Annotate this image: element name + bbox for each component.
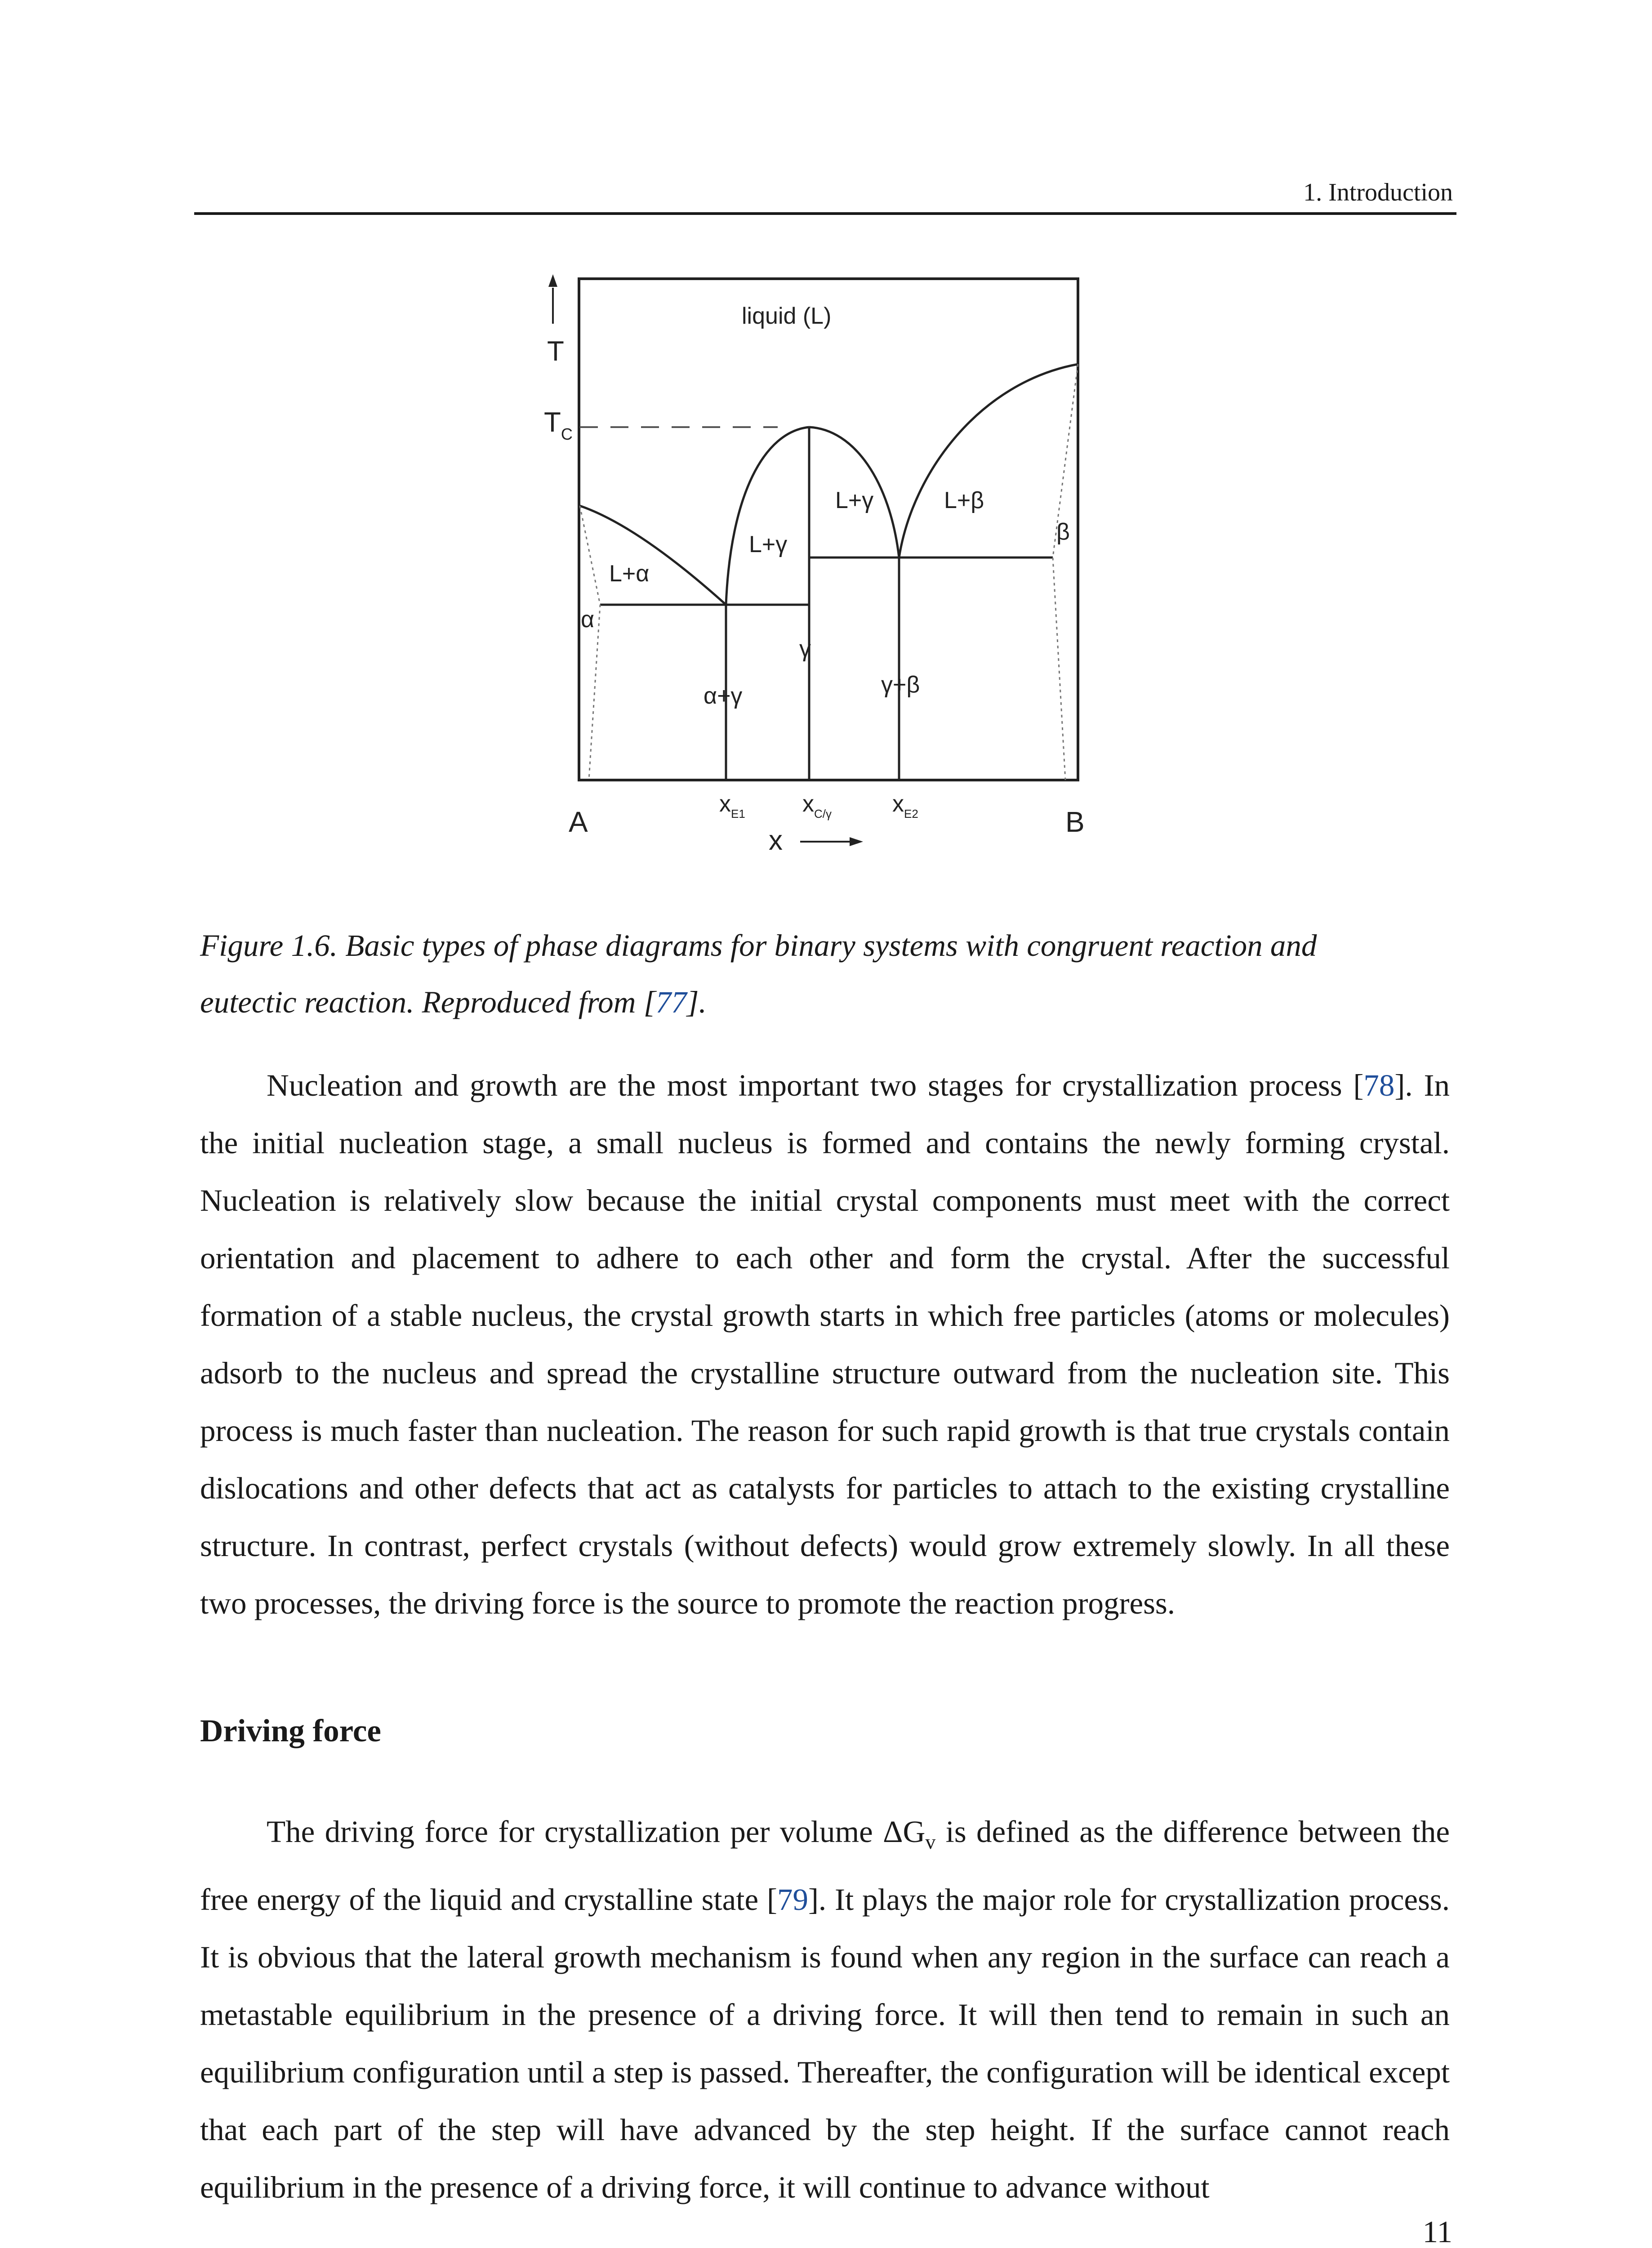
paragraph-1-text-b: ]. In the initial nucleation stage, a small nucleus is formed and contains the newly forming crystal. Nucleation is relatively slow because the initial crystal components must meet with the correct orientation and placement to adhere to each other and form the crystal. After the successful formation of a stable nucleus, the crystal growth starts in which free particles (atoms or molecules) adsorb to the nucleus and spread the crystalline structure outward from the nucleation site. This process is much faster than nucleation. The reason for such rapid growth is that true crystals contain dislocations and other defects that act as catalysts for particles to attach to the existing crystalline structure. In contrast, perfect crystals (without defects) would grow extremely slowly. In all these two processes, the driving force is the source to promote the reaction progress.	[200, 1068, 1450, 1620]
t-axis-label: T	[547, 336, 564, 367]
l-alpha-label: L+α	[609, 561, 650, 587]
alpha-label: α	[581, 607, 595, 633]
running-header	[194, 176, 1456, 215]
beta-solvus	[1053, 364, 1078, 780]
l-gamma-left-label: L+γ	[749, 531, 788, 558]
x-axis-arrowhead	[850, 837, 863, 846]
phase-diagram	[494, 261, 1151, 904]
figure-caption	[200, 917, 1450, 1030]
diagram-frame	[579, 279, 1078, 780]
phase-diagram-figure	[494, 261, 1151, 904]
alpha-solvus	[580, 506, 600, 780]
tc-label: $T_C$	[544, 407, 573, 443]
section-heading: Driving force	[200, 1713, 381, 1748]
page-number: 11	[1422, 2215, 1452, 2248]
paragraph-2-text-b: is defined as the difference between the free energy of the liquid and crystalline state [	[200, 1815, 1450, 1917]
paragraph-driving-force	[200, 1803, 1450, 2216]
t-axis-arrowhead	[548, 274, 557, 287]
running-title: 1. Introduction	[1303, 178, 1453, 206]
l-beta-label: L+β	[944, 487, 984, 513]
caption-line-2: eutectic reaction. Reproduced from [	[200, 985, 656, 1019]
reference-link-79[interactable]: 79	[777, 1882, 808, 1917]
component-a-label: A	[569, 806, 588, 838]
beta-label: β	[1056, 519, 1070, 545]
liquidus-left-alpha	[580, 506, 726, 605]
reference-link-78[interactable]: 78	[1363, 1068, 1395, 1102]
alpha-gamma-label: α+γ	[704, 683, 743, 709]
paragraph-1-text-a: Nucleation and growth are the most important two stages for crystallization process [	[267, 1068, 1364, 1102]
x-axis-label: x	[769, 825, 783, 856]
liquidus-gamma-left	[726, 427, 809, 605]
gamma-beta-label: γ+β	[881, 672, 920, 698]
caption-line-1: Figure 1.6. Basic types of phase diagrams for binary systems with congruent reaction and	[200, 928, 1317, 963]
liquidus-beta	[899, 364, 1078, 558]
paragraph-2-text-c: ]. It plays the major role for crystallization process. It is obvious that the lateral growth mechanism is found when any region in the surface can reach a metastable equilibrium in the presence of a driving force. It will then tend to remain in such an equilibrium configuration until a step is passed. Thereafter, the configuration will be identical except that each part of the step will have advanced by the step height. If the surface cannot reach equilibrium in the presence of a driving force, it will continue to advance without	[200, 1882, 1450, 2204]
paragraph-2-subscript: v	[925, 1830, 936, 1853]
liquid-label: liquid (L)	[742, 303, 832, 329]
l-gamma-right-label: L+γ	[835, 487, 874, 513]
paragraph-nucleation	[200, 1057, 1450, 1632]
component-b-label: B	[1065, 806, 1085, 838]
paragraph-2-text-a: The driving force for crystallization per volume ΔG	[267, 1815, 926, 1849]
caption-reference-link[interactable]: 77	[655, 985, 687, 1019]
xe1-label: $x_{E1}$	[719, 791, 745, 821]
caption-line-2-end: ].	[686, 985, 707, 1019]
xc-gamma-label: $x_{C/\gamma}$	[802, 791, 832, 821]
gamma-label: γ	[799, 636, 811, 662]
xe2-label: $x_{E2}$	[892, 791, 918, 821]
